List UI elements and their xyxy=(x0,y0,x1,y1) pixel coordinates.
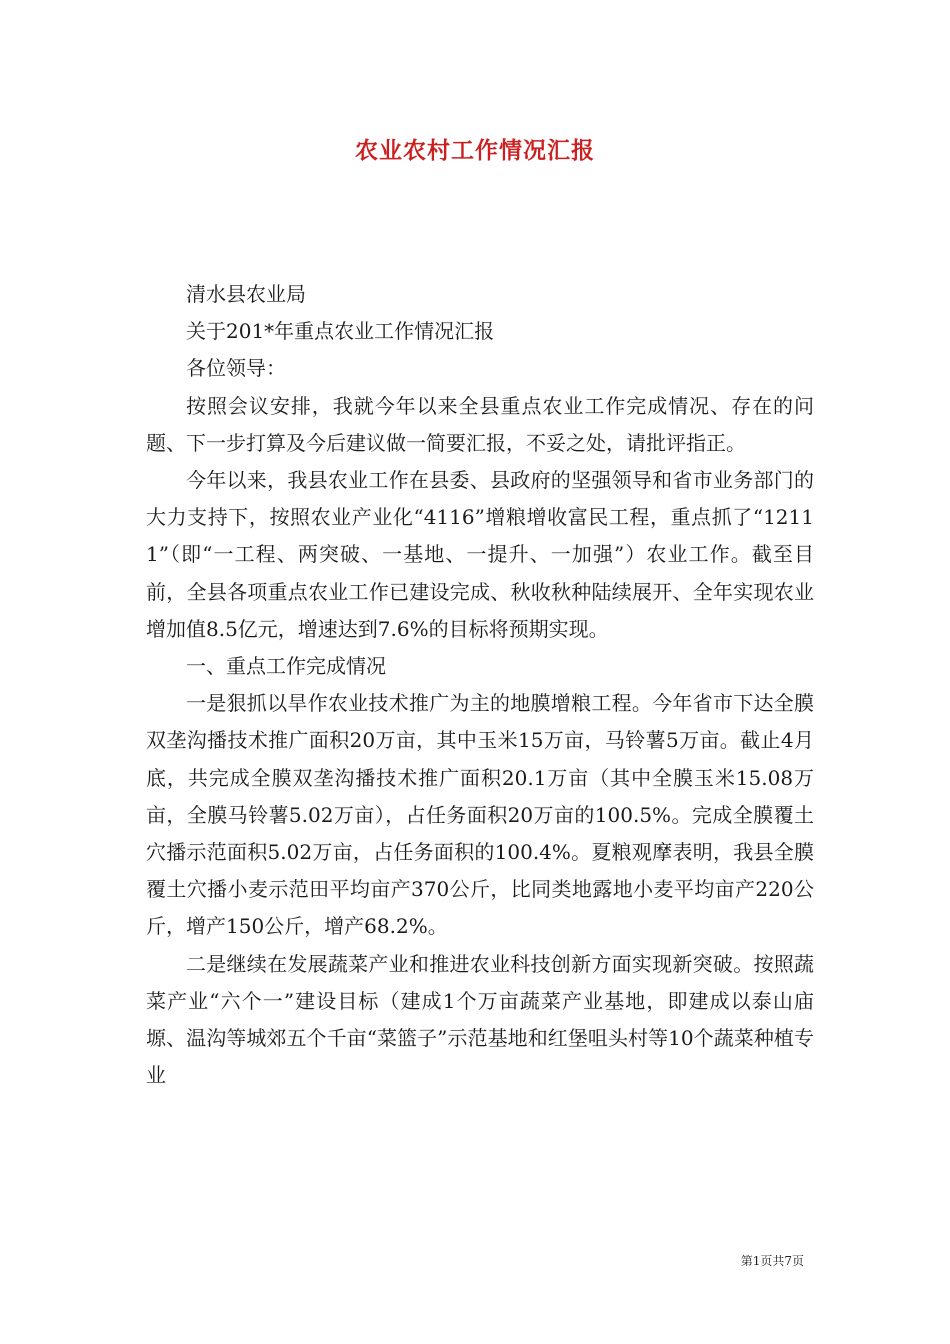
paragraph-author: 清水县农业局 xyxy=(186,282,306,306)
paragraph-item-two: 二是继续在发展蔬菜产业和推进农业科技创新方面实现新突破。按照蔬菜产业“六个一”建设目标（建成1个万亩蔬菜产业基地，即建成以泰山庙塬、温沟等城郊五个千亩“菜篮子”示范基地和红堡咀头村等10个蔬菜种植专业 xyxy=(146,951,814,1088)
document-body xyxy=(146,276,814,1094)
paragraph-intro: 按照会议安排，我就今年以来全县重点农业工作完成情况、存在的问题、下一步打算及今后建议做一简要汇报，不妥之处，请批评指正。 xyxy=(146,393,814,455)
document-title: 农业农村工作情况汇报 xyxy=(355,137,595,164)
page-number: 第1页共7页 xyxy=(740,1254,804,1268)
paragraph-item-one: 一是狠抓以旱作农业技术推广为主的地膜增粮工程。今年省市下达全膜双垄沟播技术推广面积20万亩，其中玉米15万亩，马铃薯5万亩。截止4月底，共完成全膜双垄沟播技术推广面积20.1万亩（其中全膜玉米15.08万亩，全膜马铃薯5.02万亩），占任务面积20万亩的100.5%。完成全膜覆土穴播示范面积5.02万亩，占任务面积的100.4%。夏粮观摩表明，我县全膜覆土穴播小麦示范田平均亩产370公斤，比同类地露地小麦平均亩产220公斤，增产150公斤，增产68.2%。 xyxy=(146,691,814,939)
section-heading: 一、重点工作完成情况 xyxy=(186,654,386,679)
paragraph-subject: 关于201*年重点农业工作情况汇报 xyxy=(186,319,495,344)
paragraph-overview: 今年以来，我县农业工作在县委、县政府的坚强领导和省市业务部门的大力支持下，按照农业产业化“4116”增粮增收富民工程，重点抓了“12111”（即“一工程、两突破、一基地、一提升、一加强”）农业工作。截至目前，全县各项重点农业工作已建设完成、秋收秋种陆续展开、全年实现农业增加值8.5亿元，增速达到7.6%的目标将预期实现。 xyxy=(146,468,814,641)
paragraph-salutation: 各位领导： xyxy=(186,356,286,381)
